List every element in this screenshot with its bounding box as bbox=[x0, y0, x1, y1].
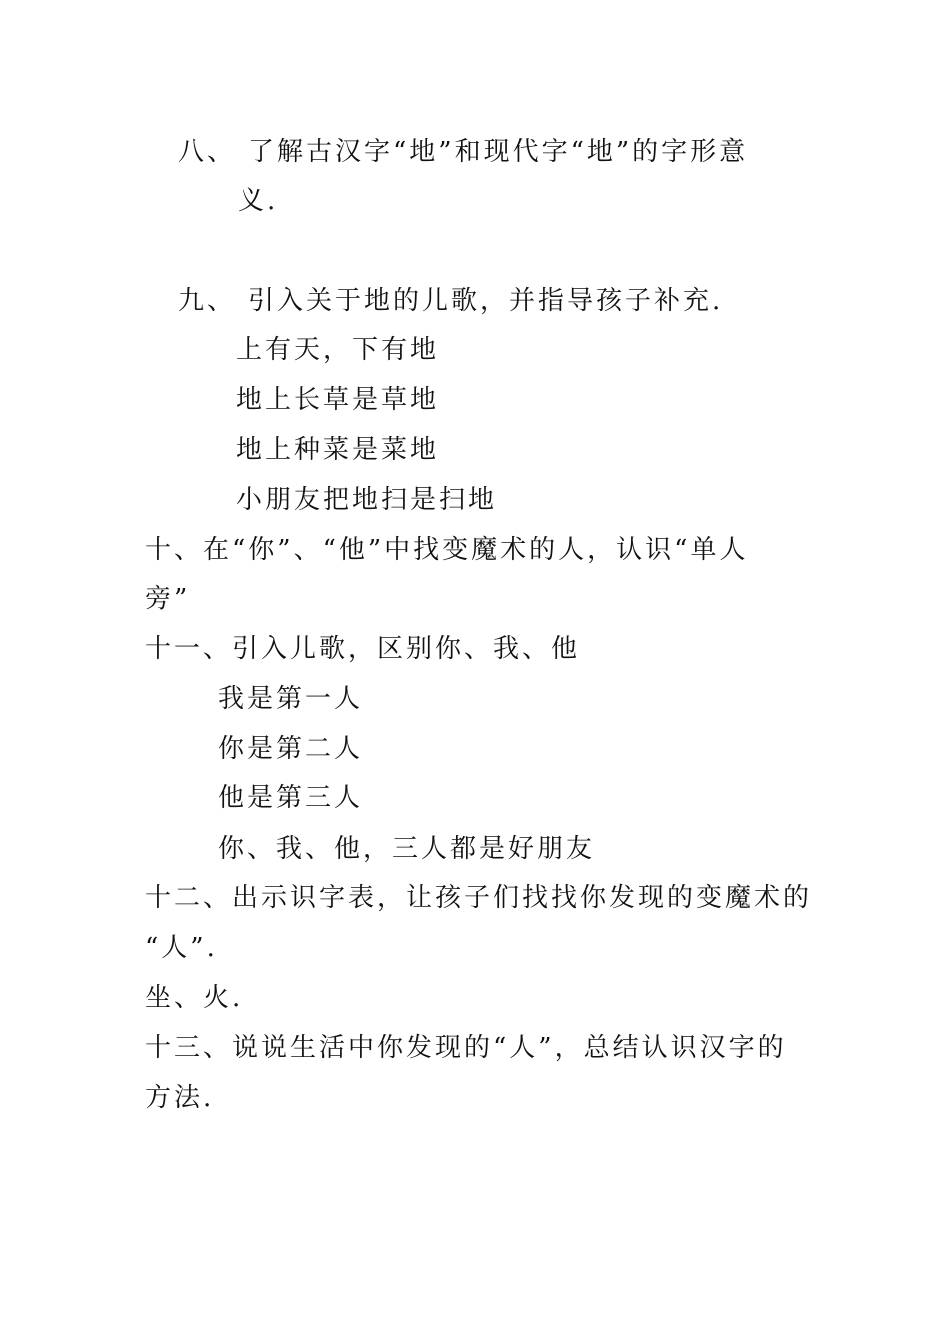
poem-line: 上有天，下有地 bbox=[236, 335, 440, 365]
item-eight-line-2: 义. bbox=[238, 186, 279, 216]
item-twelve-line-2: “人”. bbox=[145, 933, 218, 963]
item-ten-line-2: 旁” bbox=[145, 584, 191, 614]
item-eight-text: 了解古汉字“地”和现代字“地”的字形意 bbox=[248, 137, 749, 167]
item-twelve-line-1: 十二、出示识字表，让孩子们找找你发现的变魔术的 bbox=[145, 883, 813, 913]
item-twelve-line-3: 坐、火. bbox=[145, 983, 244, 1013]
item-nine-number: 九、 bbox=[178, 286, 237, 316]
poem-line: 地上种菜是菜地 bbox=[236, 435, 440, 465]
poem-line: 他是第三人 bbox=[218, 783, 364, 813]
poem-line: 小朋友把地扫是扫地 bbox=[236, 485, 498, 515]
item-eight-number: 八、 bbox=[178, 137, 237, 167]
poem-line: 我是第一人 bbox=[218, 684, 364, 714]
item-nine-text: 引入关于地的儿歌，并指导孩子补充. bbox=[248, 286, 724, 316]
item-ten-line-1: 十、在“你”、“他”中找变魔术的人，认识“单人 bbox=[145, 535, 749, 565]
item-eleven-line: 十一、引入儿歌，区别你、我、他 bbox=[145, 634, 581, 664]
item-thirteen-line-1: 十三、说说生活中你发现的“人”，总结认识汉字的 bbox=[145, 1033, 787, 1063]
item-eight-line-1 bbox=[178, 137, 748, 167]
poem-line: 你是第二人 bbox=[218, 734, 364, 764]
poem-line: 地上长草是草地 bbox=[236, 385, 440, 415]
poem-line: 你、我、他，三人都是好朋友 bbox=[218, 834, 596, 864]
item-thirteen-line-2: 方法. bbox=[145, 1083, 215, 1113]
item-nine-line bbox=[178, 286, 723, 316]
